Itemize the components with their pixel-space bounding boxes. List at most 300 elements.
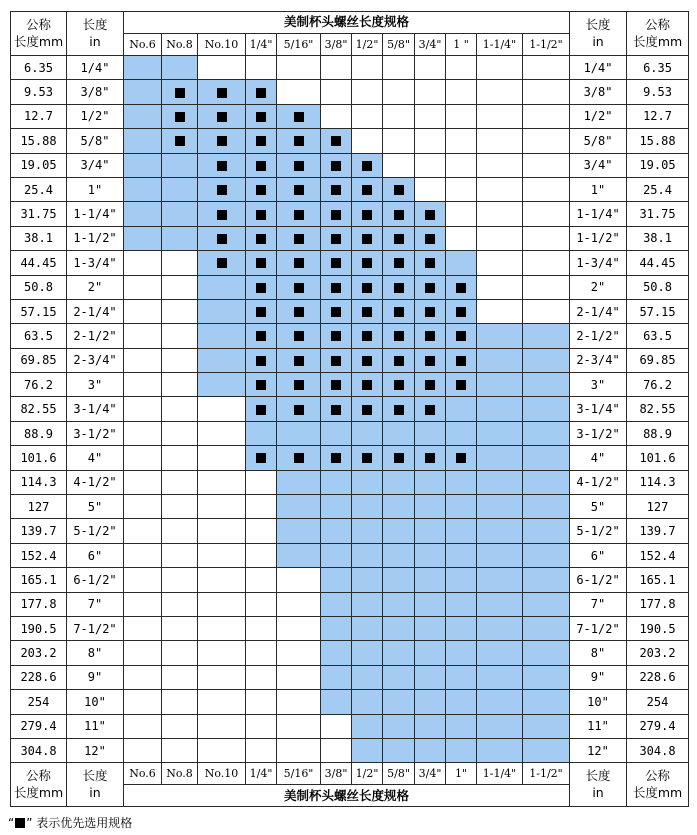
empty-cell <box>162 543 198 567</box>
available-cell <box>321 470 352 494</box>
footer-column-header: 5/8" <box>383 763 415 785</box>
preferred-cell <box>162 80 198 104</box>
empty-cell <box>124 641 162 665</box>
available-cell <box>523 324 570 348</box>
available-cell <box>523 543 570 567</box>
length-label-top: 长度 <box>82 767 108 783</box>
preferred-cell <box>383 226 415 250</box>
available-cell <box>383 543 415 567</box>
length-in-cell: 7" <box>570 592 627 616</box>
empty-cell <box>124 665 162 689</box>
length-in-cell: 1-1/4" <box>570 202 627 226</box>
empty-cell <box>523 153 570 177</box>
nominal-mm-cell: 304.8 <box>627 738 689 762</box>
empty-cell <box>246 592 277 616</box>
nominal-label-top: 公称 <box>25 16 51 32</box>
preferred-cell <box>352 226 383 250</box>
column-header: 5/8" <box>383 34 415 56</box>
table-row <box>11 324 689 348</box>
available-cell <box>477 470 523 494</box>
table-row <box>11 226 689 250</box>
empty-cell <box>477 56 523 80</box>
length-in-cell: 1/4" <box>570 56 627 80</box>
empty-cell <box>352 129 383 153</box>
empty-cell <box>352 80 383 104</box>
available-cell <box>477 568 523 592</box>
preferred-cell <box>246 177 277 201</box>
empty-cell <box>523 275 570 299</box>
footer-length-in-right <box>570 763 627 807</box>
empty-cell <box>523 226 570 250</box>
empty-cell <box>124 616 162 640</box>
available-cell <box>477 641 523 665</box>
legend-note <box>8 814 132 831</box>
spec-table-body <box>11 12 689 807</box>
available-cell <box>477 690 523 714</box>
preferred-cell <box>352 373 383 397</box>
nominal-mm-cell: 203.2 <box>627 641 689 665</box>
available-cell <box>352 641 383 665</box>
empty-cell <box>198 495 246 519</box>
empty-cell <box>246 641 277 665</box>
preferred-cell <box>383 251 415 275</box>
empty-cell <box>321 80 352 104</box>
footer-nominal-mm-left <box>11 763 67 807</box>
available-cell <box>162 226 198 250</box>
preferred-cell <box>198 226 246 250</box>
empty-cell <box>383 104 415 128</box>
available-cell <box>352 592 383 616</box>
empty-cell <box>415 177 446 201</box>
preferred-cell <box>415 299 446 323</box>
empty-cell <box>446 202 477 226</box>
empty-cell <box>446 226 477 250</box>
nominal-mm-cell: 15.88 <box>11 129 67 153</box>
nominal-mm-cell: 228.6 <box>11 665 67 689</box>
nominal-mm-cell: 9.53 <box>11 80 67 104</box>
empty-cell <box>162 641 198 665</box>
empty-cell <box>198 56 246 80</box>
preferred-cell <box>246 153 277 177</box>
available-cell <box>477 616 523 640</box>
column-header: No.10 <box>198 34 246 56</box>
nominal-label-bottom: 长度mm <box>632 784 683 800</box>
available-cell <box>446 397 477 421</box>
preferred-cell <box>277 251 321 275</box>
table-row <box>11 397 689 421</box>
empty-cell <box>246 690 277 714</box>
table-row <box>11 153 689 177</box>
length-in-cell: 1" <box>570 177 627 201</box>
preferred-cell <box>446 348 477 372</box>
empty-cell <box>162 738 198 762</box>
nominal-mm-cell: 19.05 <box>11 153 67 177</box>
length-in-cell: 9" <box>67 665 124 689</box>
available-cell <box>352 690 383 714</box>
length-in-cell: 6" <box>67 543 124 567</box>
available-cell <box>446 592 477 616</box>
available-cell <box>415 495 446 519</box>
available-cell <box>415 665 446 689</box>
length-label-top: 长度 <box>585 767 611 783</box>
empty-cell <box>277 665 321 689</box>
column-header: 3/4" <box>415 34 446 56</box>
footer-column-header: 1-1/2" <box>523 763 570 785</box>
empty-cell <box>477 129 523 153</box>
preferred-cell <box>321 446 352 470</box>
preferred-cell <box>415 324 446 348</box>
available-cell <box>321 641 352 665</box>
preferred-cell <box>246 275 277 299</box>
footer-length-in-left <box>67 763 124 807</box>
table-row <box>11 519 689 543</box>
preferred-cell <box>446 275 477 299</box>
available-cell <box>383 592 415 616</box>
spec-table <box>10 11 689 807</box>
preferred-cell <box>277 177 321 201</box>
nominal-label-bottom: 长度mm <box>13 33 64 49</box>
available-cell <box>383 421 415 445</box>
nominal-mm-cell: 101.6 <box>11 446 67 470</box>
length-in-cell: 3-1/4" <box>67 397 124 421</box>
length-in-cell: 2-3/4" <box>570 348 627 372</box>
empty-cell <box>162 348 198 372</box>
length-in-cell: 11" <box>570 714 627 738</box>
nominal-mm-cell: 190.5 <box>627 616 689 640</box>
available-cell <box>198 324 246 348</box>
empty-cell <box>277 616 321 640</box>
empty-cell <box>246 616 277 640</box>
length-in-cell: 3/4" <box>67 153 124 177</box>
available-cell <box>198 275 246 299</box>
length-in-cell: 1-1/2" <box>570 226 627 250</box>
spec-title-bottom: 美制杯头螺丝长度规格 <box>124 785 570 807</box>
empty-cell <box>124 543 162 567</box>
column-header: 1/4" <box>246 34 277 56</box>
available-cell <box>415 421 446 445</box>
available-cell <box>523 665 570 689</box>
preferred-cell <box>198 251 246 275</box>
empty-cell <box>415 56 446 80</box>
footer-column-header: 5/16" <box>277 763 321 785</box>
empty-cell <box>415 80 446 104</box>
preferred-cell <box>277 324 321 348</box>
nominal-label-bottom: 长度mm <box>632 33 683 49</box>
available-cell <box>124 80 162 104</box>
available-cell <box>124 202 162 226</box>
length-in-cell: 2-1/4" <box>570 299 627 323</box>
empty-cell <box>124 690 162 714</box>
length-in-cell: 4-1/2" <box>570 470 627 494</box>
available-cell <box>415 690 446 714</box>
empty-cell <box>477 275 523 299</box>
length-in-cell: 1-1/4" <box>67 202 124 226</box>
preferred-cell <box>383 373 415 397</box>
length-in-cell: 5" <box>570 495 627 519</box>
preferred-cell <box>415 202 446 226</box>
empty-cell <box>124 324 162 348</box>
footer-column-header: No.6 <box>124 763 162 785</box>
empty-cell <box>523 129 570 153</box>
empty-cell <box>383 80 415 104</box>
empty-cell <box>446 177 477 201</box>
empty-cell <box>352 104 383 128</box>
nominal-mm-cell: 76.2 <box>627 373 689 397</box>
length-in-cell: 1-1/2" <box>67 226 124 250</box>
footer-column-header: No.8 <box>162 763 198 785</box>
length-in-cell: 10" <box>67 690 124 714</box>
preferred-cell <box>246 299 277 323</box>
available-cell <box>446 568 477 592</box>
length-in-cell: 3/4" <box>570 153 627 177</box>
column-header: 1 " <box>446 34 477 56</box>
length-label-top: 长度 <box>585 16 611 32</box>
column-header: No.6 <box>124 34 162 56</box>
empty-cell <box>198 543 246 567</box>
preferred-cell <box>277 397 321 421</box>
length-in-cell: 4" <box>570 446 627 470</box>
length-in-cell: 9" <box>570 665 627 689</box>
empty-cell <box>277 738 321 762</box>
length-label-bottom: in <box>592 784 604 800</box>
preferred-cell <box>415 446 446 470</box>
empty-cell <box>162 421 198 445</box>
available-cell <box>321 519 352 543</box>
available-cell <box>523 714 570 738</box>
length-in-cell: 2-1/2" <box>570 324 627 348</box>
empty-cell <box>162 592 198 616</box>
preferred-cell <box>352 275 383 299</box>
nominal-label-top: 公称 <box>25 767 51 783</box>
empty-cell <box>246 470 277 494</box>
preferred-cell <box>352 202 383 226</box>
nominal-mm-cell: 279.4 <box>11 714 67 738</box>
available-cell <box>415 738 446 762</box>
preferred-cell <box>415 226 446 250</box>
empty-cell <box>162 616 198 640</box>
available-cell <box>277 543 321 567</box>
available-cell <box>415 641 446 665</box>
empty-cell <box>246 56 277 80</box>
footer-column-header: 1-1/4" <box>477 763 523 785</box>
available-cell <box>446 665 477 689</box>
available-cell <box>523 421 570 445</box>
empty-cell <box>477 177 523 201</box>
length-in-cell: 2" <box>67 275 124 299</box>
length-in-cell: 5-1/2" <box>67 519 124 543</box>
column-header: 3/8" <box>321 34 352 56</box>
empty-cell <box>198 470 246 494</box>
nominal-mm-cell: 152.4 <box>11 543 67 567</box>
table-row <box>11 690 689 714</box>
length-in-cell: 2-1/2" <box>67 324 124 348</box>
nominal-mm-cell: 50.8 <box>627 275 689 299</box>
nominal-mm-cell: 101.6 <box>627 446 689 470</box>
length-in-cell: 10" <box>570 690 627 714</box>
preferred-square-icon <box>15 818 25 828</box>
preferred-cell <box>246 80 277 104</box>
note-text: ” 表示优先选用规格 <box>26 816 133 830</box>
preferred-cell <box>321 373 352 397</box>
empty-cell <box>124 495 162 519</box>
empty-cell <box>523 80 570 104</box>
available-cell <box>383 519 415 543</box>
header-nominal-mm-right <box>627 12 689 56</box>
length-in-cell: 8" <box>570 641 627 665</box>
empty-cell <box>246 568 277 592</box>
footer-column-header: 1/4" <box>246 763 277 785</box>
nominal-mm-cell: 19.05 <box>627 153 689 177</box>
nominal-mm-cell: 63.5 <box>11 324 67 348</box>
nominal-mm-cell: 57.15 <box>11 299 67 323</box>
header-length-in-left <box>67 12 124 56</box>
preferred-cell <box>246 104 277 128</box>
empty-cell <box>446 129 477 153</box>
nominal-mm-cell: 44.45 <box>627 251 689 275</box>
available-cell <box>321 690 352 714</box>
available-cell <box>352 568 383 592</box>
empty-cell <box>321 714 352 738</box>
available-cell <box>477 397 523 421</box>
preferred-cell <box>321 177 352 201</box>
empty-cell <box>277 641 321 665</box>
available-cell <box>477 495 523 519</box>
empty-cell <box>124 592 162 616</box>
preferred-cell <box>321 348 352 372</box>
table-row <box>11 348 689 372</box>
column-header: 1-1/2" <box>523 34 570 56</box>
available-cell <box>124 56 162 80</box>
table-row <box>11 592 689 616</box>
length-in-cell: 1" <box>67 177 124 201</box>
available-cell <box>198 299 246 323</box>
available-cell <box>415 470 446 494</box>
preferred-cell <box>277 348 321 372</box>
preferred-cell <box>321 275 352 299</box>
empty-cell <box>124 714 162 738</box>
available-cell <box>198 373 246 397</box>
table-row <box>11 202 689 226</box>
preferred-cell <box>246 446 277 470</box>
available-cell <box>162 177 198 201</box>
preferred-cell <box>415 275 446 299</box>
nominal-mm-cell: 139.7 <box>11 519 67 543</box>
preferred-cell <box>415 348 446 372</box>
empty-cell <box>124 275 162 299</box>
preferred-cell <box>246 348 277 372</box>
nominal-mm-cell: 6.35 <box>627 56 689 80</box>
available-cell <box>523 568 570 592</box>
footer-row-sizes <box>11 763 689 785</box>
empty-cell <box>477 202 523 226</box>
length-in-cell: 5/8" <box>67 129 124 153</box>
empty-cell <box>124 568 162 592</box>
available-cell <box>446 421 477 445</box>
table-row <box>11 738 689 762</box>
available-cell <box>383 616 415 640</box>
empty-cell <box>162 299 198 323</box>
column-header: 5/16" <box>277 34 321 56</box>
empty-cell <box>277 80 321 104</box>
length-in-cell: 3-1/2" <box>570 421 627 445</box>
available-cell <box>277 421 321 445</box>
column-header: 1/2" <box>352 34 383 56</box>
table-row <box>11 177 689 201</box>
note-open-quote: “ <box>8 816 15 830</box>
nominal-mm-cell: 69.85 <box>627 348 689 372</box>
table-row <box>11 470 689 494</box>
header-row-1 <box>11 12 689 34</box>
available-cell <box>523 470 570 494</box>
available-cell <box>477 324 523 348</box>
footer-column-header: 1/2" <box>352 763 383 785</box>
empty-cell <box>477 299 523 323</box>
empty-cell <box>198 446 246 470</box>
table-row <box>11 251 689 275</box>
empty-cell <box>198 592 246 616</box>
empty-cell <box>246 714 277 738</box>
table-row <box>11 714 689 738</box>
empty-cell <box>162 446 198 470</box>
available-cell <box>477 446 523 470</box>
available-cell <box>477 543 523 567</box>
length-in-cell: 8" <box>67 641 124 665</box>
available-cell <box>124 129 162 153</box>
empty-cell <box>477 251 523 275</box>
preferred-cell <box>446 299 477 323</box>
preferred-cell <box>277 275 321 299</box>
preferred-cell <box>321 251 352 275</box>
empty-cell <box>277 690 321 714</box>
available-cell <box>523 446 570 470</box>
length-in-cell: 2" <box>570 275 627 299</box>
length-in-cell: 3-1/2" <box>67 421 124 445</box>
column-header: 1-1/4" <box>477 34 523 56</box>
available-cell <box>162 153 198 177</box>
length-in-cell: 12" <box>570 738 627 762</box>
empty-cell <box>198 714 246 738</box>
footer-column-header: No.10 <box>198 763 246 785</box>
length-in-cell: 6" <box>570 543 627 567</box>
preferred-cell <box>352 251 383 275</box>
available-cell <box>523 592 570 616</box>
available-cell <box>383 665 415 689</box>
available-cell <box>321 592 352 616</box>
nominal-mm-cell: 88.9 <box>11 421 67 445</box>
preferred-cell <box>352 348 383 372</box>
empty-cell <box>124 373 162 397</box>
preferred-cell <box>383 397 415 421</box>
available-cell <box>277 519 321 543</box>
available-cell <box>352 519 383 543</box>
empty-cell <box>446 153 477 177</box>
preferred-cell <box>321 129 352 153</box>
empty-cell <box>198 519 246 543</box>
preferred-cell <box>321 153 352 177</box>
available-cell <box>198 348 246 372</box>
available-cell <box>446 738 477 762</box>
available-cell <box>523 373 570 397</box>
available-cell <box>352 616 383 640</box>
length-in-cell: 1-3/4" <box>570 251 627 275</box>
available-cell <box>477 714 523 738</box>
empty-cell <box>198 690 246 714</box>
available-cell <box>383 738 415 762</box>
preferred-cell <box>162 104 198 128</box>
length-in-cell: 11" <box>67 714 124 738</box>
preferred-cell <box>383 177 415 201</box>
nominal-mm-cell: 203.2 <box>11 641 67 665</box>
